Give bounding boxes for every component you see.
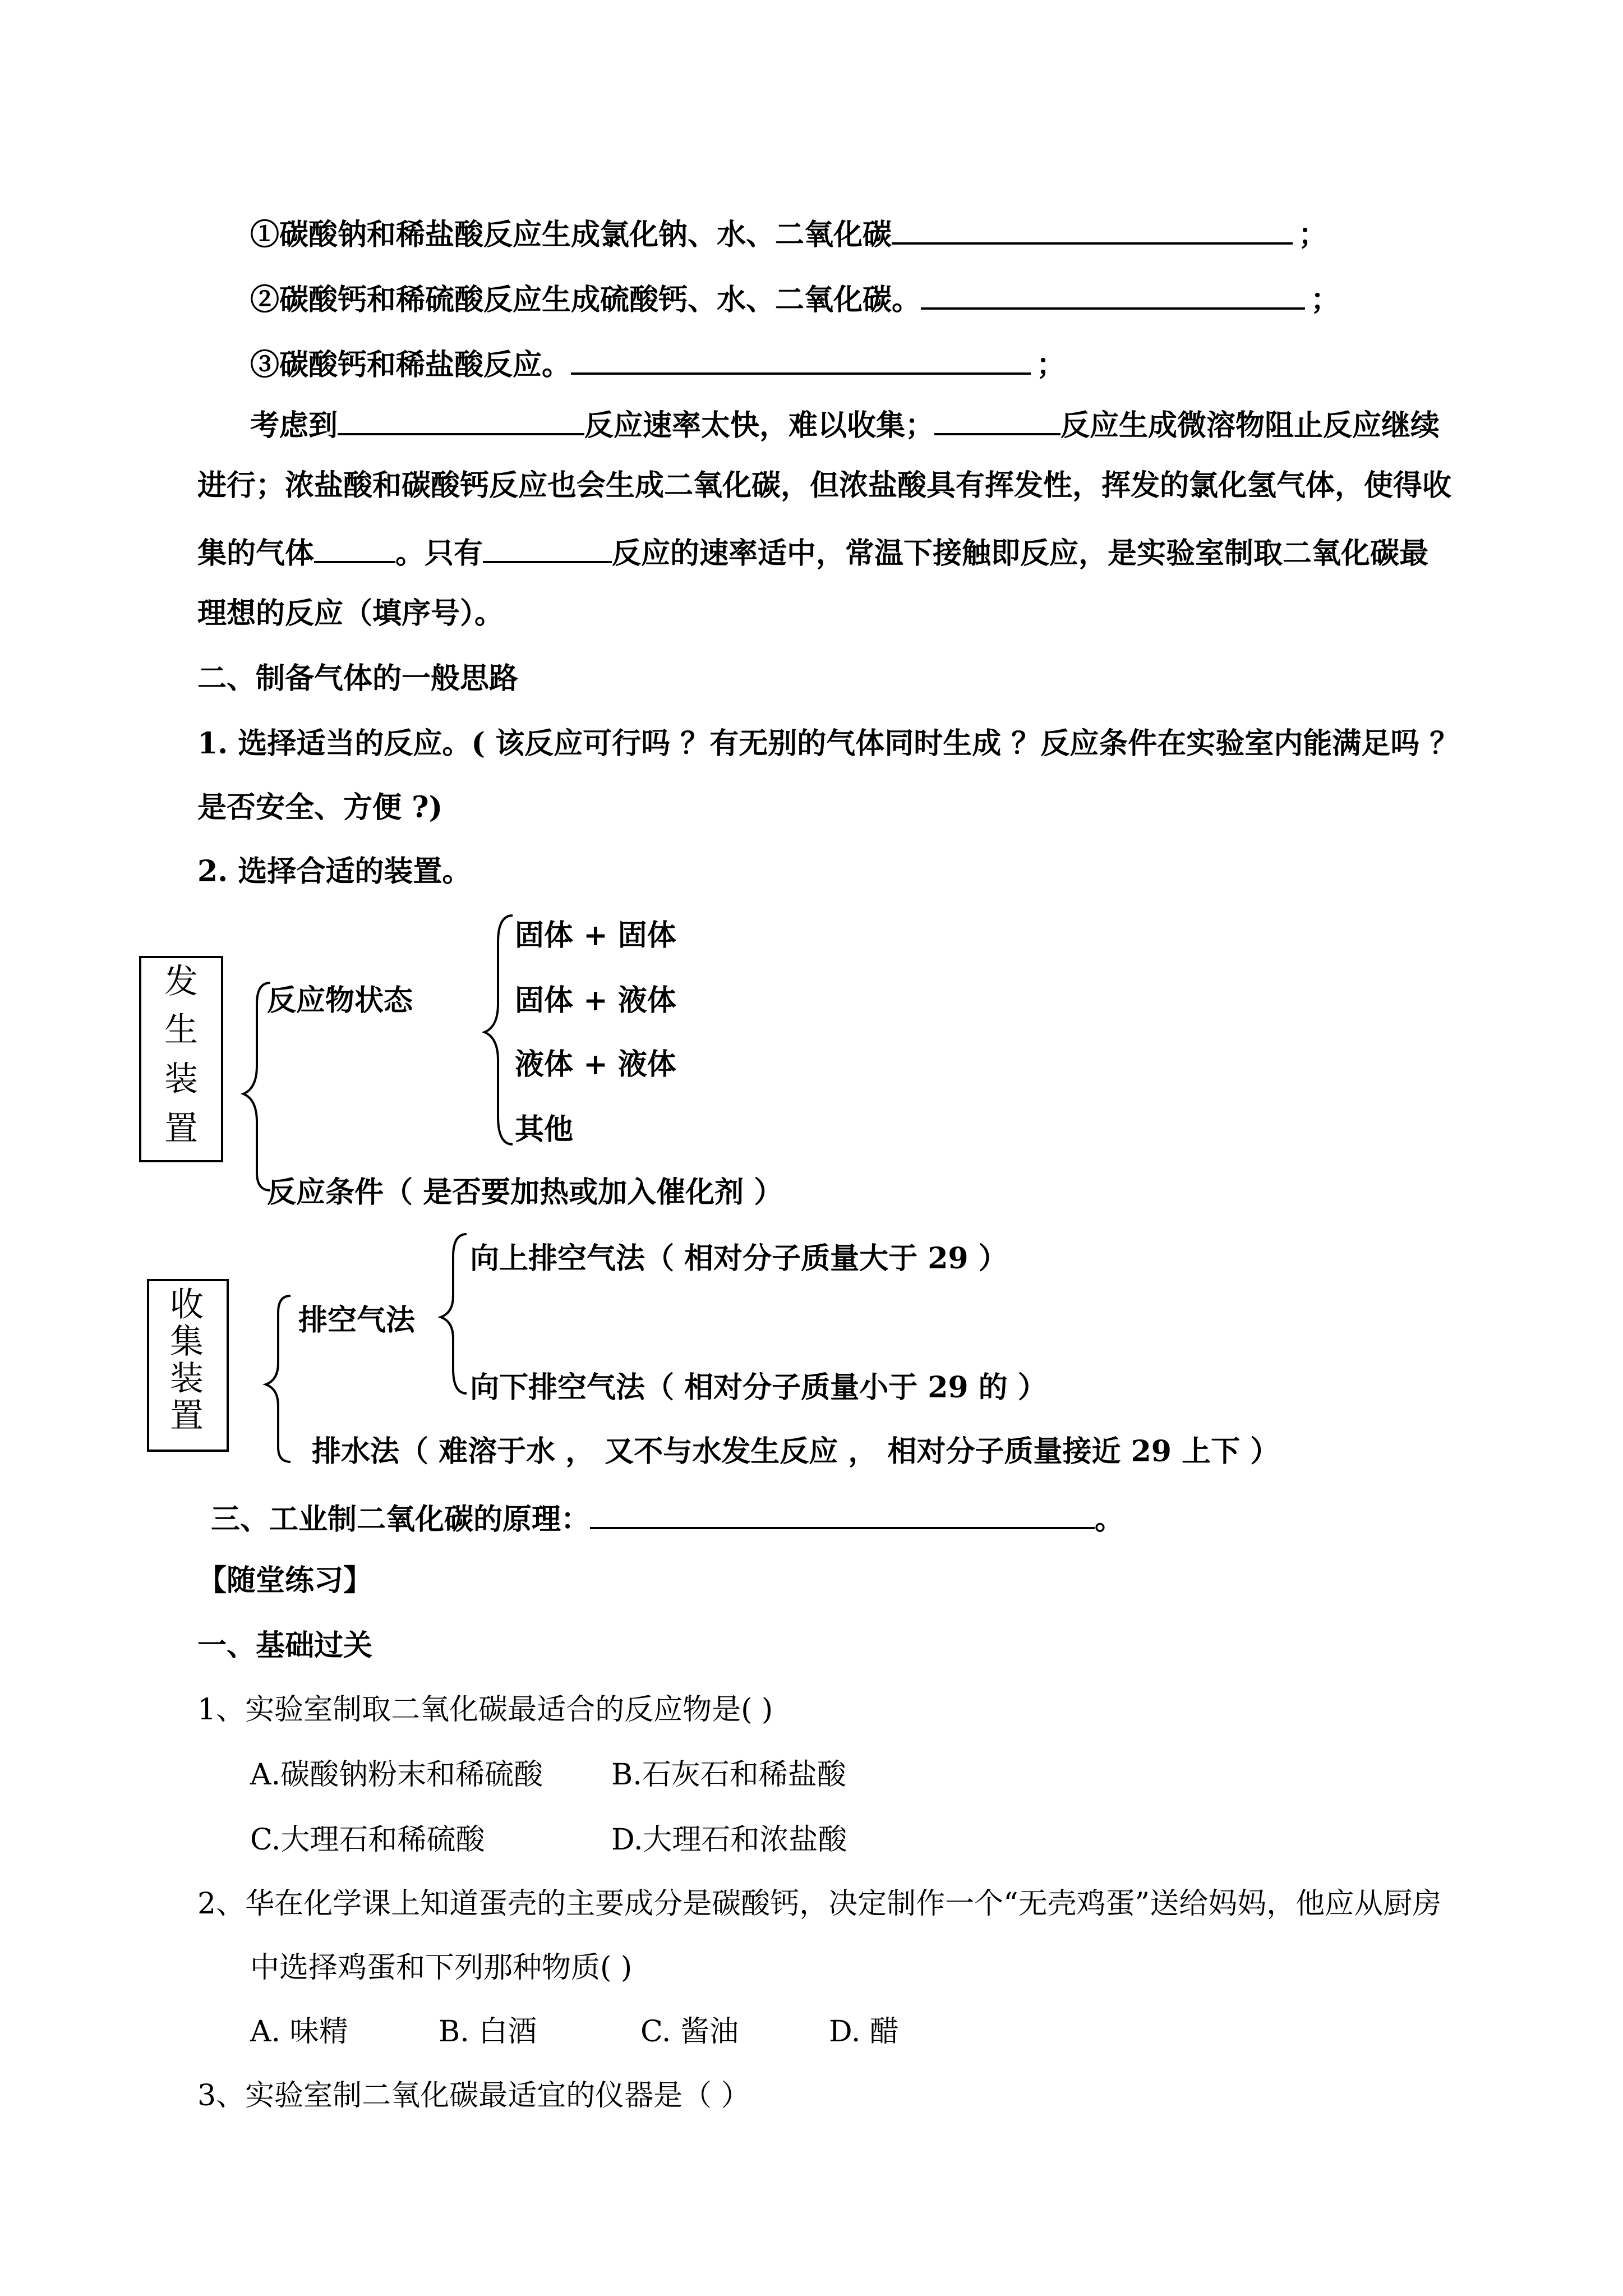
section-3: 三、工业制二氧化碳的原理： 。 [211, 1498, 1124, 1538]
consider-line-4: 理想的反应（填序号）。 [197, 596, 504, 631]
question-2-stem: 2、华在化学课上知道蛋壳的主要成分是碳酸钙，决定制作一个“无壳鸡蛋”送给妈妈，他应从厨房 [197, 1887, 1442, 1921]
answer-blank[interactable] [590, 1498, 1095, 1529]
question-1-option-a[interactable]: A.碳酸钠粉末和稀硫酸 [250, 1758, 543, 1792]
reactant-state-label: 反应物状态 [267, 983, 413, 1018]
practice-subheading: 一、基础过关 [197, 1628, 373, 1663]
state-option: 固体 + 固体 [515, 918, 676, 953]
collector-box-char: 集 [170, 1322, 204, 1361]
downward-air-method: 向下排空气法（ 相对分子质量小于 29 的 ） [470, 1370, 1047, 1405]
consider-line-1: 考虑到 反应速率太快，难以收集； 反应生成微溶物阻止反应继续 [250, 404, 1440, 444]
collector-box-char: 置 [170, 1396, 204, 1435]
state-option: 液体 + 液体 [515, 1047, 676, 1082]
section-2-item-2: 2. 选择合适的装置。 [197, 854, 472, 889]
generator-box-char: 置 [164, 1109, 198, 1148]
generator-box-char: 发 [164, 962, 198, 1001]
question-2-option-d[interactable]: D. 醋 [829, 2015, 899, 2049]
water-displacement-method: 排水法（ 难溶于水 ， 又不与水发生反应 ， 相对分子质量接近 29 上下 ） [312, 1434, 1280, 1469]
generator-box-char: 装 [164, 1060, 198, 1099]
question-2-option-b[interactable]: B. 白酒 [439, 2015, 537, 2049]
question-1-option-b[interactable]: B.石灰石和稀盐酸 [611, 1758, 846, 1792]
reaction-2: ②碳酸钙和稀硫酸反应生成硫酸钙、水、二氧化碳。 ； [250, 278, 1340, 318]
reaction-condition-label: 反应条件（ 是否要加热或加入催化剂 ） [267, 1175, 783, 1209]
question-1-option-d[interactable]: D.大理石和浓盐酸 [611, 1823, 847, 1857]
state-option: 其他 [515, 1112, 574, 1147]
question-2-option-a[interactable]: A. 味精 [250, 2015, 348, 2049]
practice-heading: 【随堂练习】 [197, 1563, 373, 1598]
question-1-option-c[interactable]: C.大理石和稀硫酸 [250, 1823, 485, 1857]
reaction-1: ①碳酸钠和稀盐酸反应生成氯化钠、水、二氧化碳 ； [250, 213, 1327, 253]
generator-box-char: 生 [164, 1010, 198, 1050]
question-2-stem-cont: 中选择鸡蛋和下列那种物质( ) [250, 1951, 633, 1985]
reaction-3: ③碳酸钙和稀盐酸反应。 ； [250, 343, 1066, 383]
consider-line-3: 集的气体 。只有 反应的速率适中，常温下接触即反应，是实验室制取二氧化碳最 [197, 532, 1428, 572]
collector-box-char: 装 [170, 1359, 204, 1398]
section-2-item-1-cont: 是否安全、方便 ?) [197, 790, 443, 825]
air-displacement-label: 排空气法 [298, 1303, 416, 1337]
state-option: 固体 + 液体 [515, 983, 676, 1018]
consider-line-2: 进行；浓盐酸和碳酸钙反应也会生成二氧化碳，但浓盐酸具有挥发性，挥发的氯化氢气体，使得收 [197, 468, 1452, 503]
collector-box-char: 收 [170, 1285, 204, 1324]
question-2-option-c[interactable]: C. 酱油 [640, 2015, 739, 2049]
question-3-stem: 3、实验室制二氧化碳最适宜的仪器是（ ） [197, 2079, 750, 2113]
section-2-title: 二、制备气体的一般思路 [197, 661, 519, 696]
section-2-item-1: 1. 选择适当的反应。( 该反应可行吗 ？有无别的气体同时生成 ？反应条件在实验室内能满足吗 ？ [197, 726, 1459, 761]
question-1-stem: 1、实验室制取二氧化碳最适合的反应物是( ) [197, 1693, 773, 1727]
upward-air-method: 向上排空气法（ 相对分子质量大于 29 ） [470, 1241, 1008, 1276]
